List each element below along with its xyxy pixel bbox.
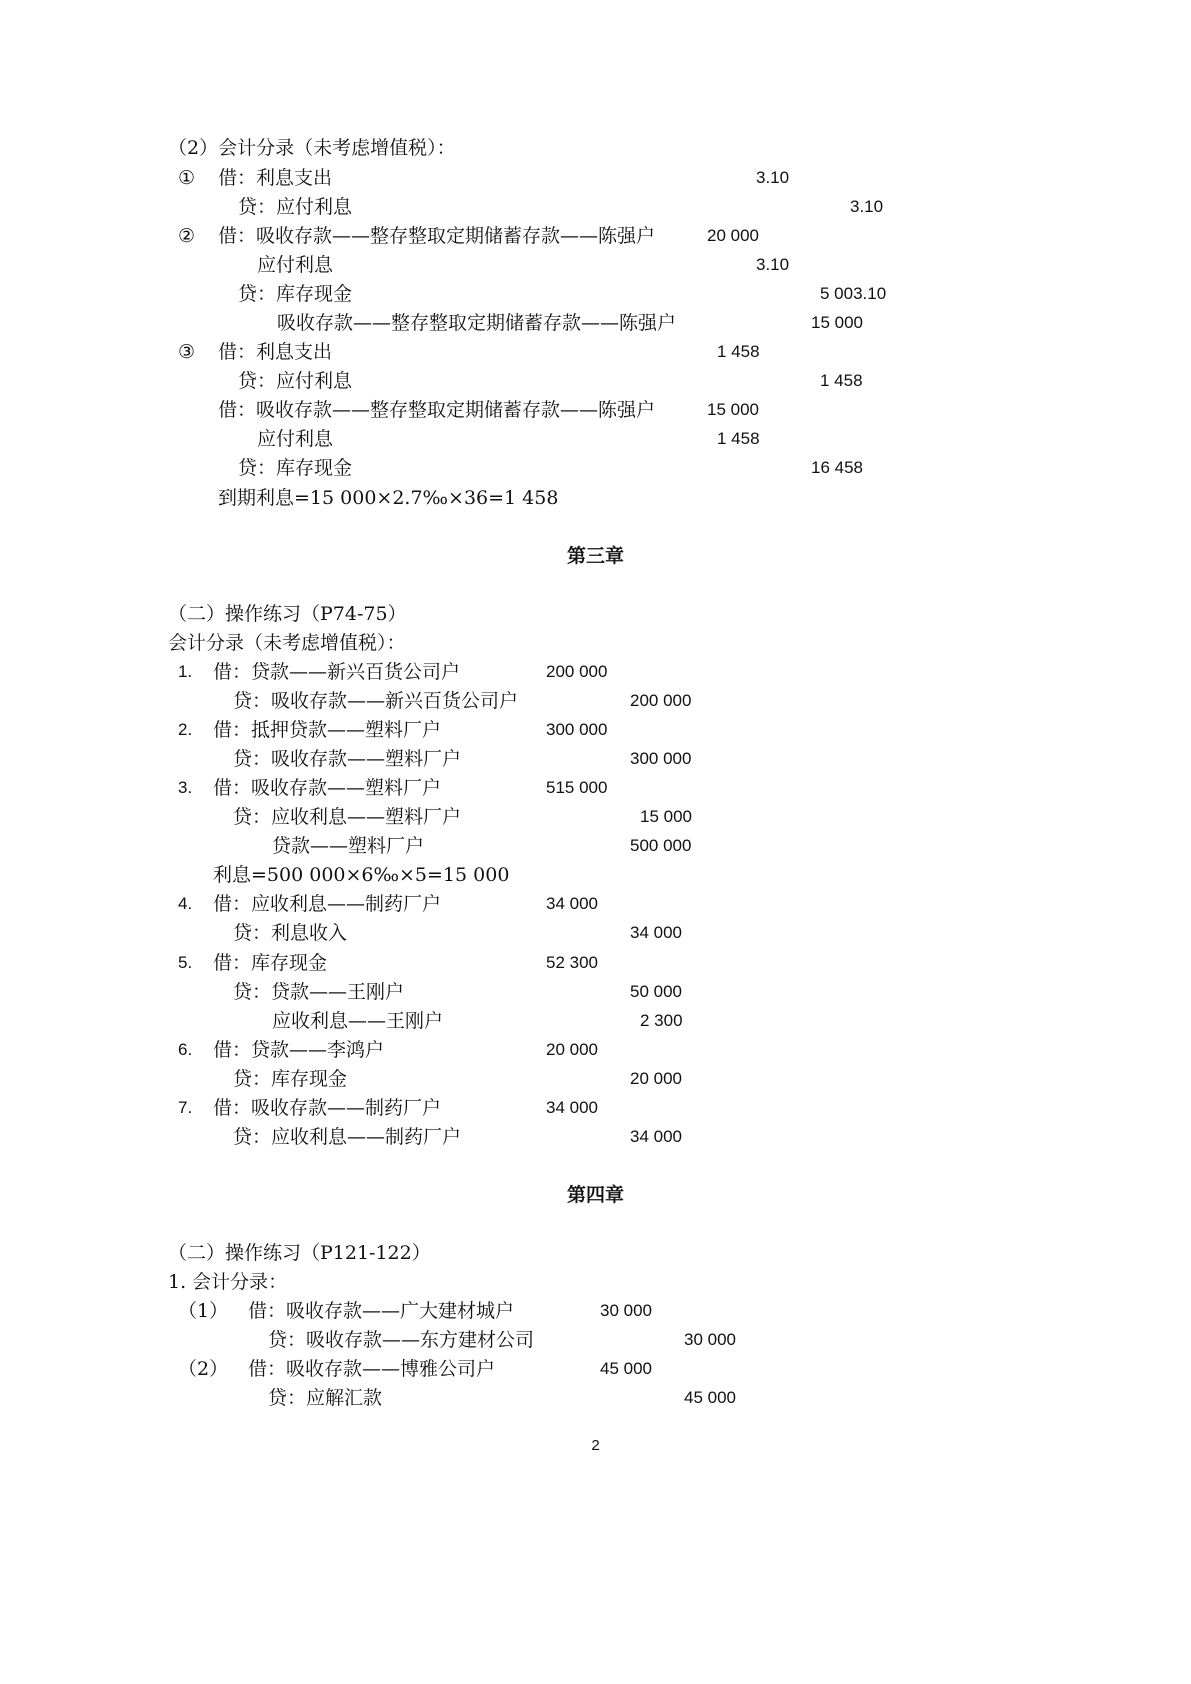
- debit-line: 借：吸收存款——整存整取定期储蓄存款——陈强户: [218, 225, 656, 247]
- debit-amount: 20 000: [707, 226, 759, 245]
- credit-amount: 34 000: [630, 923, 682, 942]
- debit-line: 借：吸收存款——制药厂户: [213, 1097, 442, 1119]
- entry-marker: ②: [178, 225, 196, 247]
- credit-amount: 45 000: [684, 1388, 736, 1407]
- credit-amount: 2 300: [640, 1011, 683, 1030]
- debit-amount: 300 000: [546, 720, 608, 739]
- credit-amount: 300 000: [630, 749, 692, 768]
- entry-number: 6.: [178, 1040, 193, 1059]
- credit-amount: 5 003.10: [820, 284, 887, 303]
- debit-line: 借：库存现金: [213, 952, 328, 974]
- debit-amount: 1 458: [717, 429, 760, 448]
- section-intro: 1. 会计分录：: [168, 1271, 288, 1293]
- credit-line: 贷：利息收入: [233, 922, 348, 944]
- section-intro: （2）会计分录（未考虑增值税）：: [168, 137, 456, 159]
- debit-amount: 15 000: [707, 400, 759, 419]
- entry-marker: ①: [178, 167, 196, 189]
- debit-line: 借：应收利息——制药厂户: [213, 893, 442, 915]
- credit-line: 应收利息——王刚户: [272, 1010, 444, 1032]
- entry-number: 5.: [178, 953, 193, 972]
- debit-line: 借：吸收存款——塑料厂户: [213, 777, 442, 799]
- entry-number: 1.: [178, 662, 193, 681]
- debit-line: 借：吸收存款——整存整取定期储蓄存款——陈强户: [218, 399, 656, 421]
- entry-number: （2）: [178, 1358, 229, 1380]
- debit-amount: 515 000: [546, 778, 608, 797]
- credit-line: 贷：库存现金: [233, 1068, 348, 1090]
- credit-amount: 500 000: [630, 836, 692, 855]
- entry-number: （1）: [178, 1300, 229, 1322]
- debit-amount: 45 000: [600, 1359, 652, 1378]
- credit-line: 贷：贷款——王刚户: [233, 981, 405, 1003]
- debit-line: 借：贷款——新兴百货公司户: [213, 661, 461, 683]
- credit-amount: 15 000: [640, 807, 692, 826]
- interest-note: 利息=500 000×6‰×5=15 000: [213, 864, 510, 886]
- debit-line: 借：抵押贷款——塑料厂户: [213, 719, 442, 741]
- credit-amount: 50 000: [630, 982, 682, 1001]
- debit-amount: 34 000: [546, 894, 598, 913]
- entry-number: 4.: [178, 894, 193, 913]
- debit-line: 借：吸收存款——博雅公司户: [248, 1358, 496, 1380]
- chapter-heading: 第三章: [566, 545, 624, 567]
- interest-note: 到期利息=15 000×2.7‰×36=1 458: [218, 487, 559, 509]
- credit-amount: 200 000: [630, 691, 692, 710]
- credit-line: 贷：应收利息——塑料厂户: [233, 806, 462, 828]
- credit-line: 贷：库存现金: [238, 457, 353, 479]
- credit-line: 贷：应收利息——制药厂户: [233, 1126, 462, 1148]
- debit-amount: 52 300: [546, 953, 598, 972]
- debit-amount: 200 000: [546, 662, 608, 681]
- credit-line: 贷：吸收存款——塑料厂户: [233, 748, 462, 770]
- credit-amount: 15 000: [811, 313, 863, 332]
- credit-line: 吸收存款——整存整取定期储蓄存款——陈强户: [277, 312, 677, 334]
- credit-line: 贷款——塑料厂户: [272, 835, 425, 857]
- debit-line: 借：吸收存款——广大建材城户: [248, 1300, 515, 1322]
- debit-line: 借：利息支出: [218, 341, 333, 363]
- page-number: 2: [591, 1437, 600, 1454]
- debit-line: 应付利息: [257, 428, 334, 450]
- debit-amount: 34 000: [546, 1098, 598, 1117]
- credit-amount: 16 458: [811, 458, 863, 477]
- credit-line: 贷：库存现金: [238, 283, 353, 305]
- credit-line: 贷：吸收存款——新兴百货公司户: [233, 690, 519, 712]
- entry-marker: ③: [178, 341, 196, 363]
- entry-number: 2.: [178, 720, 193, 739]
- debit-line: 借：贷款——李鸿户: [213, 1039, 385, 1061]
- credit-line: 贷：应解汇款: [268, 1387, 383, 1409]
- chapter-heading: 第四章: [566, 1184, 624, 1206]
- entry-number: 7.: [178, 1098, 193, 1117]
- debit-amount: 20 000: [546, 1040, 598, 1059]
- credit-line: 贷：应付利息: [238, 196, 353, 218]
- credit-amount: 20 000: [630, 1069, 682, 1088]
- debit-amount: 3.10: [756, 168, 790, 187]
- credit-amount: 30 000: [684, 1330, 736, 1349]
- credit-line: 贷：吸收存款——东方建材公司: [268, 1329, 535, 1351]
- debit-amount: 1 458: [717, 342, 760, 361]
- debit-line: 借：利息支出: [218, 167, 333, 189]
- credit-amount: 34 000: [630, 1127, 682, 1146]
- section-subtitle: （二）操作练习（P74-75）: [168, 603, 407, 625]
- debit-line: 应付利息: [257, 254, 334, 276]
- entry-number: 3.: [178, 778, 193, 797]
- debit-amount: 3.10: [756, 255, 790, 274]
- section-subtitle: （二）操作练习（P121-122）: [168, 1242, 431, 1264]
- credit-line: 贷：应付利息: [238, 370, 353, 392]
- debit-amount: 30 000: [600, 1301, 652, 1320]
- credit-amount: 3.10: [850, 197, 884, 216]
- credit-amount: 1 458: [820, 371, 863, 390]
- section-intro: 会计分录（未考虑增值税）：: [168, 632, 406, 654]
